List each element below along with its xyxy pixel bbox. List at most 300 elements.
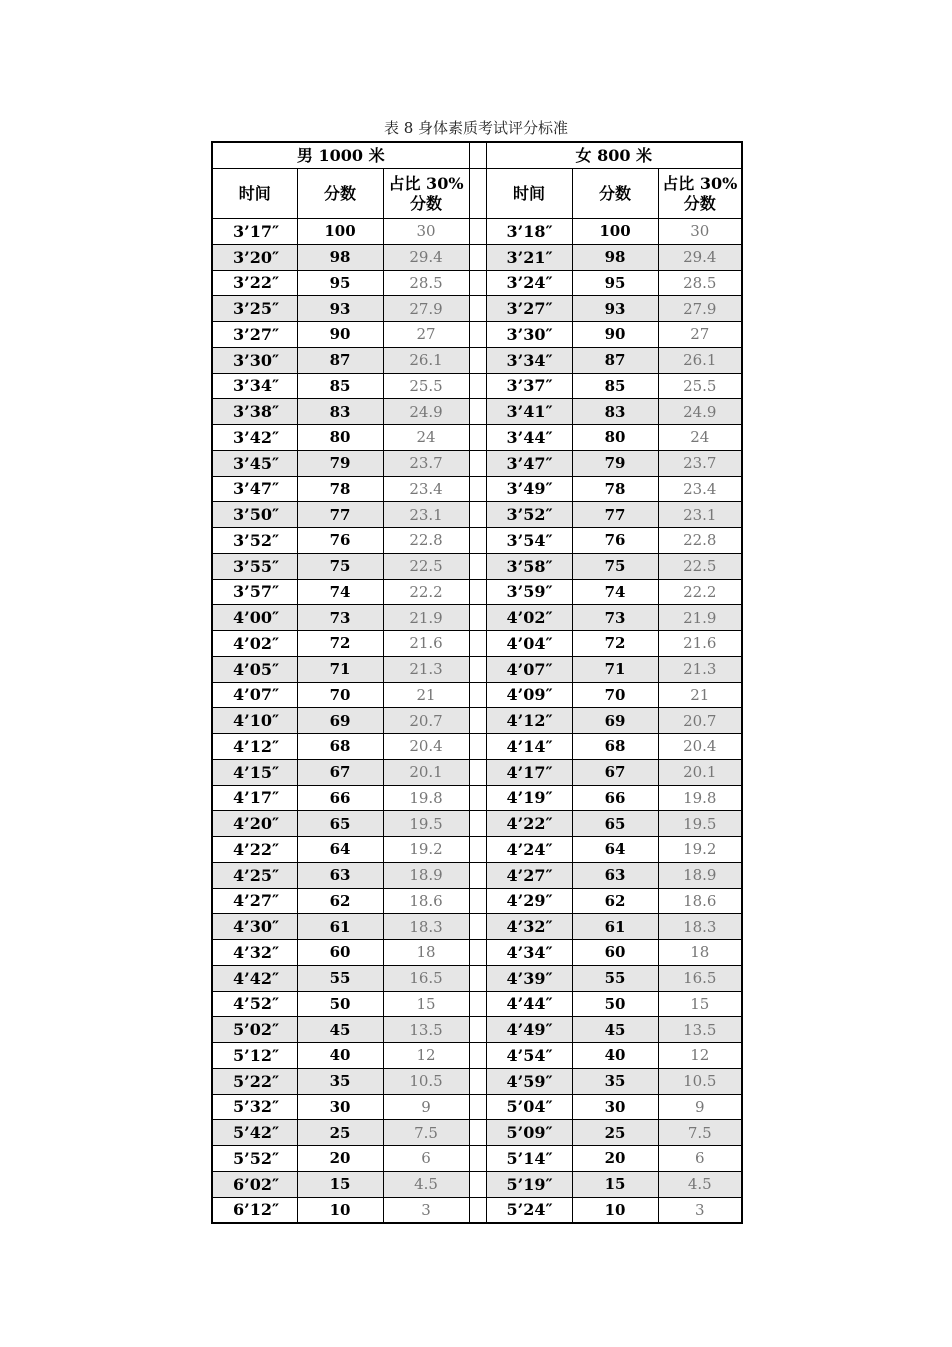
men-time-cell: 5’32″ [212, 1094, 297, 1120]
column-gap [469, 1094, 486, 1120]
women-time-cell: 3’47″ [486, 450, 572, 476]
column-gap [469, 528, 486, 554]
men-time-cell: 5’02″ [212, 1017, 297, 1043]
men-pct-cell: 19.8 [383, 785, 469, 811]
men-time-cell: 3’22″ [212, 270, 297, 296]
men-time-cell: 3’25″ [212, 296, 297, 322]
women-score-cell: 73 [572, 605, 658, 631]
column-gap [469, 862, 486, 888]
men-score-cell: 73 [297, 605, 383, 631]
men-time-cell: 5’12″ [212, 1043, 297, 1069]
men-time-cell: 3’20″ [212, 244, 297, 270]
table-row [212, 1043, 742, 1069]
women-score-cell: 10 [572, 1197, 658, 1223]
women-pct-cell: 23.4 [658, 476, 742, 502]
men-time-cell: 3’34″ [212, 373, 297, 399]
column-gap [469, 837, 486, 863]
women-time-cell: 3’41″ [486, 399, 572, 425]
table-row [212, 1171, 742, 1197]
men-score-cell: 95 [297, 270, 383, 296]
column-gap [469, 605, 486, 631]
women-time-cell: 4’59″ [486, 1068, 572, 1094]
men-time-cell: 5’52″ [212, 1146, 297, 1172]
women-time-cell: 4’22″ [486, 811, 572, 837]
men-pct-cell: 7.5 [383, 1120, 469, 1146]
women-pct-cell: 7.5 [658, 1120, 742, 1146]
women-score-cell: 85 [572, 373, 658, 399]
women-pct-cell: 25.5 [658, 373, 742, 399]
women-score-cell: 25 [572, 1120, 658, 1146]
men-pct-cell: 4.5 [383, 1171, 469, 1197]
table-row [212, 399, 742, 425]
women-pct-cell: 18 [658, 940, 742, 966]
table-row [212, 914, 742, 940]
women-pct-cell: 18.6 [658, 888, 742, 914]
women-time-cell: 4’27″ [486, 862, 572, 888]
women-time-cell: 4’54″ [486, 1043, 572, 1069]
men-score-cell: 64 [297, 837, 383, 863]
column-gap [469, 450, 486, 476]
men-score-cell: 76 [297, 528, 383, 554]
column-gap [469, 785, 486, 811]
women-pct-cell: 18.9 [658, 862, 742, 888]
women-score-cell: 90 [572, 322, 658, 348]
men-time-cell: 4’12″ [212, 734, 297, 760]
men-pct-cell: 23.1 [383, 502, 469, 528]
women-score-cell: 55 [572, 965, 658, 991]
men-score-cell: 61 [297, 914, 383, 940]
women-pct-cell: 20.4 [658, 734, 742, 760]
men-score-cell: 45 [297, 1017, 383, 1043]
men-score-cell: 30 [297, 1094, 383, 1120]
women-time-cell: 4’14″ [486, 734, 572, 760]
women-score-cell: 40 [572, 1043, 658, 1069]
table-caption: 表 8 身体素质考试评分标准 [383, 119, 569, 137]
men-score-cell: 87 [297, 347, 383, 373]
column-gap [469, 553, 486, 579]
men-pct-cell: 29.4 [383, 244, 469, 270]
women-score-cell: 62 [572, 888, 658, 914]
women-score-cell: 61 [572, 914, 658, 940]
women-time-cell: 4’49″ [486, 1017, 572, 1043]
men-1000m-header: 男 1000 米 [212, 142, 469, 169]
column-gap [469, 502, 486, 528]
women-score-cell: 77 [572, 502, 658, 528]
men-pct-cell: 24.9 [383, 399, 469, 425]
table-row [212, 296, 742, 322]
men-score-cell: 50 [297, 991, 383, 1017]
men-score-cell: 68 [297, 734, 383, 760]
men-score-cell: 74 [297, 579, 383, 605]
column-gap [469, 270, 486, 296]
men-time-cell: 4’52″ [212, 991, 297, 1017]
table-row [212, 605, 742, 631]
column-gap [469, 1146, 486, 1172]
men-score-cell: 67 [297, 759, 383, 785]
women-pct-cell: 19.8 [658, 785, 742, 811]
women-time-cell: 3’59″ [486, 579, 572, 605]
men-time-cell: 4’17″ [212, 785, 297, 811]
men-score-cell: 90 [297, 322, 383, 348]
women-pct-cell: 20.1 [658, 759, 742, 785]
men-pct-cell: 22.8 [383, 528, 469, 554]
men-score-cell: 78 [297, 476, 383, 502]
men-score-cell: 77 [297, 502, 383, 528]
men-score-cell: 63 [297, 862, 383, 888]
table-row [212, 940, 742, 966]
women-time-cell: 4’09″ [486, 682, 572, 708]
women-score-cell: 45 [572, 1017, 658, 1043]
women-pct-cell: 21.9 [658, 605, 742, 631]
women-score-cell: 93 [572, 296, 658, 322]
women-score-cell: 98 [572, 244, 658, 270]
column-gap [469, 965, 486, 991]
men-score-cell: 25 [297, 1120, 383, 1146]
women-pct-cell: 20.7 [658, 708, 742, 734]
men-time-cell: 3’17″ [212, 219, 297, 245]
men-score-cell: 55 [297, 965, 383, 991]
table-row [212, 425, 742, 451]
women-pct-cell: 21.6 [658, 631, 742, 657]
women-pct-cell: 12 [658, 1043, 742, 1069]
women-pct-cell: 13.5 [658, 1017, 742, 1043]
men-pct-cell: 26.1 [383, 347, 469, 373]
table-row [212, 1068, 742, 1094]
women-time-cell: 4’24″ [486, 837, 572, 863]
table-row [212, 528, 742, 554]
men-pct-cell: 12 [383, 1043, 469, 1069]
men-pct-cell: 20.7 [383, 708, 469, 734]
women-score-cell: 80 [572, 425, 658, 451]
men-time-cell: 4’25″ [212, 862, 297, 888]
table-row [212, 270, 742, 296]
men-score-cell: 10 [297, 1197, 383, 1223]
women-score-cell: 65 [572, 811, 658, 837]
women-pct-cell: 29.4 [658, 244, 742, 270]
men-pct-cell: 21.9 [383, 605, 469, 631]
men-pct-cell: 13.5 [383, 1017, 469, 1043]
column-gap [469, 1068, 486, 1094]
women-pct-cell: 21.3 [658, 656, 742, 682]
men-pct-cell: 21.3 [383, 656, 469, 682]
column-gap [469, 811, 486, 837]
column-gap [469, 399, 486, 425]
women-score-cell: 75 [572, 553, 658, 579]
women-time-cell: 3’54″ [486, 528, 572, 554]
men-time-cell: 3’45″ [212, 450, 297, 476]
column-gap [469, 296, 486, 322]
men-time-cell: 4’02″ [212, 631, 297, 657]
table-row [212, 965, 742, 991]
women-pct-cell: 22.8 [658, 528, 742, 554]
women-score-cell: 87 [572, 347, 658, 373]
column-gap [469, 1017, 486, 1043]
women-score-cell: 69 [572, 708, 658, 734]
women-time-cell: 4’44″ [486, 991, 572, 1017]
men-score-cell: 69 [297, 708, 383, 734]
column-gap [469, 1171, 486, 1197]
men-time-cell: 4’30″ [212, 914, 297, 940]
men-score-cell: 70 [297, 682, 383, 708]
men-score-cell: 75 [297, 553, 383, 579]
women-score-cell: 95 [572, 270, 658, 296]
women-time-cell: 3’37″ [486, 373, 572, 399]
women-pct-cell: 24.9 [658, 399, 742, 425]
men-time-cell: 4’27″ [212, 888, 297, 914]
men-pct-cell: 23.7 [383, 450, 469, 476]
table-row [212, 579, 742, 605]
men-pct-cell: 27.9 [383, 296, 469, 322]
men-time-cell: 3’42″ [212, 425, 297, 451]
women-score-cell: 79 [572, 450, 658, 476]
men-pct-cell: 9 [383, 1094, 469, 1120]
table-row [212, 553, 742, 579]
men-time-cell: 4’32″ [212, 940, 297, 966]
men-time-cell: 3’52″ [212, 528, 297, 554]
women-score-cell: 72 [572, 631, 658, 657]
men-time-cell: 4’22″ [212, 837, 297, 863]
women-score-cell: 15 [572, 1171, 658, 1197]
table-row [212, 1120, 742, 1146]
men-score-cell: 66 [297, 785, 383, 811]
women-pct-cell: 10.5 [658, 1068, 742, 1094]
men-pct-cell: 21.6 [383, 631, 469, 657]
table-row [212, 759, 742, 785]
men-pct-cell: 21 [383, 682, 469, 708]
men-pct-cell: 20.4 [383, 734, 469, 760]
men-pct-cell: 20.1 [383, 759, 469, 785]
scoring-table [211, 141, 743, 1224]
men-pct-cell: 22.5 [383, 553, 469, 579]
column-gap [469, 142, 486, 169]
column-gap [469, 1043, 486, 1069]
table-row [212, 219, 742, 245]
men-time-cell: 4’15″ [212, 759, 297, 785]
table-row [212, 450, 742, 476]
table-row [212, 991, 742, 1017]
table-row [212, 373, 742, 399]
table-row [212, 1094, 742, 1120]
table-row [212, 682, 742, 708]
men-pct-cell: 19.2 [383, 837, 469, 863]
men-score-header: 分数 [297, 169, 383, 219]
women-time-cell: 4’39″ [486, 965, 572, 991]
men-score-cell: 98 [297, 244, 383, 270]
table-row [212, 785, 742, 811]
column-gap [469, 219, 486, 245]
women-time-cell: 4’07″ [486, 656, 572, 682]
women-time-cell: 4’19″ [486, 785, 572, 811]
men-pct-cell: 27 [383, 322, 469, 348]
table-row [212, 1197, 742, 1223]
men-time-cell: 5’42″ [212, 1120, 297, 1146]
women-time-cell: 5’24″ [486, 1197, 572, 1223]
women-score-cell: 35 [572, 1068, 658, 1094]
table-row [212, 656, 742, 682]
table-row [212, 862, 742, 888]
men-pct-cell: 18 [383, 940, 469, 966]
women-pct-cell: 19.2 [658, 837, 742, 863]
men-pct-cell: 30 [383, 219, 469, 245]
women-time-cell: 4’29″ [486, 888, 572, 914]
women-time-cell: 4’04″ [486, 631, 572, 657]
women-pct-cell: 26.1 [658, 347, 742, 373]
men-pct-header: 占比 30% 分数 [383, 169, 469, 219]
men-score-cell: 15 [297, 1171, 383, 1197]
men-pct-cell: 3 [383, 1197, 469, 1223]
women-pct-cell: 19.5 [658, 811, 742, 837]
men-pct-cell: 18.3 [383, 914, 469, 940]
women-pct-cell: 9 [658, 1094, 742, 1120]
column-gap [469, 734, 486, 760]
column-gap [469, 991, 486, 1017]
men-time-cell: 5’22″ [212, 1068, 297, 1094]
men-score-cell: 62 [297, 888, 383, 914]
men-pct-cell: 15 [383, 991, 469, 1017]
women-score-cell: 74 [572, 579, 658, 605]
women-score-cell: 20 [572, 1146, 658, 1172]
men-time-cell: 3’55″ [212, 553, 297, 579]
men-score-cell: 83 [297, 399, 383, 425]
men-time-cell: 3’57″ [212, 579, 297, 605]
men-pct-cell: 18.9 [383, 862, 469, 888]
women-score-cell: 64 [572, 837, 658, 863]
women-score-cell: 70 [572, 682, 658, 708]
men-time-cell: 3’50″ [212, 502, 297, 528]
women-score-cell: 30 [572, 1094, 658, 1120]
men-time-header: 时间 [212, 169, 297, 219]
men-score-cell: 80 [297, 425, 383, 451]
women-score-cell: 83 [572, 399, 658, 425]
women-time-cell: 5’19″ [486, 1171, 572, 1197]
men-time-cell: 4’05″ [212, 656, 297, 682]
men-pct-cell: 19.5 [383, 811, 469, 837]
table-row [212, 1017, 742, 1043]
table-row [212, 811, 742, 837]
men-score-cell: 79 [297, 450, 383, 476]
women-pct-header: 占比 30% 分数 [658, 169, 742, 219]
men-score-cell: 71 [297, 656, 383, 682]
women-pct-cell: 4.5 [658, 1171, 742, 1197]
women-time-cell: 4’12″ [486, 708, 572, 734]
table-row [212, 708, 742, 734]
column-gap [469, 656, 486, 682]
table-row [212, 888, 742, 914]
column-gap [469, 940, 486, 966]
men-score-cell: 85 [297, 373, 383, 399]
column-gap [469, 682, 486, 708]
women-pct-cell: 27 [658, 322, 742, 348]
women-pct-cell: 15 [658, 991, 742, 1017]
women-score-cell: 78 [572, 476, 658, 502]
table-row [212, 476, 742, 502]
column-gap [469, 373, 486, 399]
women-time-cell: 3’24″ [486, 270, 572, 296]
women-pct-cell: 6 [658, 1146, 742, 1172]
women-time-cell: 3’58″ [486, 553, 572, 579]
women-time-cell: 3’18″ [486, 219, 572, 245]
men-pct-cell: 22.2 [383, 579, 469, 605]
women-pct-cell: 27.9 [658, 296, 742, 322]
column-header-row [212, 169, 742, 219]
women-score-cell: 50 [572, 991, 658, 1017]
women-score-cell: 76 [572, 528, 658, 554]
women-time-cell: 4’32″ [486, 914, 572, 940]
women-800m-header: 女 800 米 [486, 142, 742, 169]
men-score-cell: 40 [297, 1043, 383, 1069]
men-score-cell: 60 [297, 940, 383, 966]
men-pct-cell: 28.5 [383, 270, 469, 296]
column-gap [469, 914, 486, 940]
women-time-cell: 3’30″ [486, 322, 572, 348]
women-score-cell: 63 [572, 862, 658, 888]
men-pct-cell: 24 [383, 425, 469, 451]
men-time-cell: 3’27″ [212, 322, 297, 348]
table-row [212, 837, 742, 863]
column-gap [469, 631, 486, 657]
women-pct-cell: 22.5 [658, 553, 742, 579]
men-time-cell: 3’30″ [212, 347, 297, 373]
women-time-cell: 4’34″ [486, 940, 572, 966]
column-gap [469, 1197, 486, 1223]
table-row [212, 1146, 742, 1172]
women-pct-cell: 28.5 [658, 270, 742, 296]
women-score-cell: 71 [572, 656, 658, 682]
women-time-cell: 3’49″ [486, 476, 572, 502]
table-row [212, 322, 742, 348]
men-score-cell: 93 [297, 296, 383, 322]
column-gap [469, 169, 486, 219]
men-pct-cell: 25.5 [383, 373, 469, 399]
table-row [212, 347, 742, 373]
men-score-cell: 65 [297, 811, 383, 837]
men-time-cell: 4’10″ [212, 708, 297, 734]
women-score-cell: 66 [572, 785, 658, 811]
women-score-cell: 68 [572, 734, 658, 760]
women-pct-cell: 16.5 [658, 965, 742, 991]
men-pct-cell: 16.5 [383, 965, 469, 991]
column-gap [469, 322, 486, 348]
men-score-cell: 20 [297, 1146, 383, 1172]
women-time-cell: 3’44″ [486, 425, 572, 451]
women-pct-cell: 23.7 [658, 450, 742, 476]
column-gap [469, 759, 486, 785]
column-gap [469, 476, 486, 502]
table-row [212, 631, 742, 657]
column-gap [469, 579, 486, 605]
men-time-cell: 6’12″ [212, 1197, 297, 1223]
women-pct-cell: 23.1 [658, 502, 742, 528]
column-gap [469, 708, 486, 734]
women-time-cell: 4’17″ [486, 759, 572, 785]
women-time-cell: 3’27″ [486, 296, 572, 322]
men-time-cell: 4’00″ [212, 605, 297, 631]
women-pct-cell: 22.2 [658, 579, 742, 605]
men-pct-cell: 10.5 [383, 1068, 469, 1094]
column-gap [469, 425, 486, 451]
women-time-cell: 3’52″ [486, 502, 572, 528]
women-pct-cell: 18.3 [658, 914, 742, 940]
women-pct-cell: 21 [658, 682, 742, 708]
women-time-cell: 4’02″ [486, 605, 572, 631]
men-time-cell: 4’07″ [212, 682, 297, 708]
women-score-cell: 67 [572, 759, 658, 785]
men-pct-cell: 23.4 [383, 476, 469, 502]
women-time-cell: 5’04″ [486, 1094, 572, 1120]
men-pct-cell: 18.6 [383, 888, 469, 914]
women-score-cell: 60 [572, 940, 658, 966]
column-gap [469, 888, 486, 914]
